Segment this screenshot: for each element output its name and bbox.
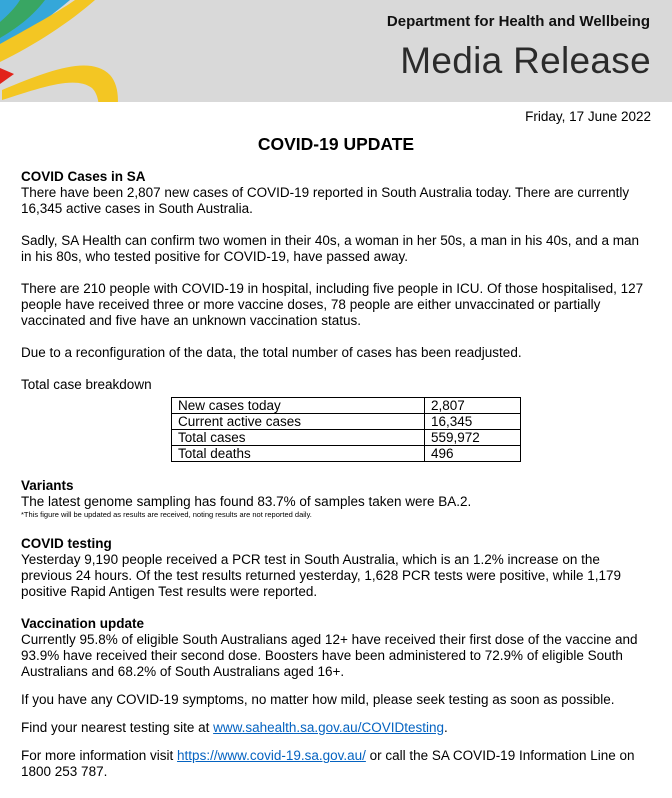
table-cell-value: 559,972 [425, 430, 521, 446]
symptoms-paragraph: If you have any COVID-19 symptoms, no matter how mild, please seek testing as soon as possible. [21, 692, 615, 707]
variants-paragraph: The latest genome sampling has found 83.7% of samples taken were BA.2. [21, 494, 472, 509]
cases-paragraph-2: Sadly, SA Health can confirm two women in their 40s, a woman in her 50s, a man in his 40s, and a man in his 80s, who tested positive for COVID-19, have passed away. [21, 233, 640, 264]
section-heading-variants: Variants [21, 478, 74, 493]
case-breakdown-table [171, 397, 521, 462]
info-suffix: or call the SA COVID-19 Information Line on 1800 253 787. [21, 748, 635, 779]
table-cell-value: 496 [425, 446, 521, 462]
breakdown-label: Total case breakdown [21, 377, 152, 392]
testing-paragraph: Yesterday 9,190 people received a PCR test in South Australia, which is an 1.2% increase on the previous 24 hours. Of the test results returned yesterday, 1,628 PCR tests were positive, while 1,179 positive Rapid Antigen Test results were reported. [21, 552, 622, 599]
testing-site-paragraph [21, 720, 653, 736]
cases-paragraph-4: Due to a reconfiguration of the data, the total number of cases has been readjusted. [21, 345, 522, 360]
header-band [0, 0, 672, 102]
media-release-label: Media Release [400, 40, 651, 81]
department-name: Department for Health and Wellbeing [386, 13, 650, 30]
table-cell-label: Current active cases [172, 414, 425, 430]
info-paragraph [21, 748, 653, 780]
page-title: COVID-19 UPDATE [257, 134, 415, 154]
section-heading-vaccination: Vaccination update [21, 616, 145, 631]
covid-info-link[interactable]: https://www.covid-19.sa.gov.au/ [177, 748, 366, 763]
testing-site-link[interactable]: www.sahealth.sa.gov.au/COVIDtesting [213, 720, 444, 735]
document-body [21, 169, 653, 780]
section-heading-cases: COVID Cases in SA [21, 169, 146, 184]
info-prefix: For more information visit [21, 748, 178, 763]
release-date: Friday, 17 June 2022 [525, 109, 651, 124]
cases-paragraph-3: There are 210 people with COVID-19 in hospital, including five people in ICU. Of those hospitalised, 127 people have received three or more vaccine doses, 78 people are either unvaccinated or partially vaccinated and five have an unknown vaccination status. [21, 281, 644, 328]
testing-site-suffix: . [443, 720, 448, 735]
variants-footnote: *This figure will be updated as results are received, noting results are not reported daily. [21, 510, 312, 519]
table-row [172, 446, 521, 462]
table-cell-label: Total cases [172, 430, 425, 446]
table-cell-value: 16,345 [425, 414, 521, 430]
cases-paragraph-1: There have been 2,807 new cases of COVID-19 reported in South Australia today. There are currently 16,345 active cases in South Australia. [21, 185, 630, 216]
table-row [172, 398, 521, 414]
sa-health-logo-swoosh [0, 0, 130, 102]
table-cell-label: Total deaths [172, 446, 425, 462]
table-row [172, 414, 521, 430]
section-heading-testing: COVID testing [21, 536, 112, 551]
table-row [172, 430, 521, 446]
table-cell-value: 2,807 [425, 398, 521, 414]
testing-site-prefix: Find your nearest testing site at [21, 720, 214, 735]
vaccination-paragraph: Currently 95.8% of eligible South Australians aged 12+ have received their first dose of the vaccine and 93.9% have received their second dose. Boosters have been administered to 72.9% of eligible South Australians and 68.2% of South Australians aged 16+. [21, 632, 638, 679]
table-cell-label: New cases today [172, 398, 425, 414]
